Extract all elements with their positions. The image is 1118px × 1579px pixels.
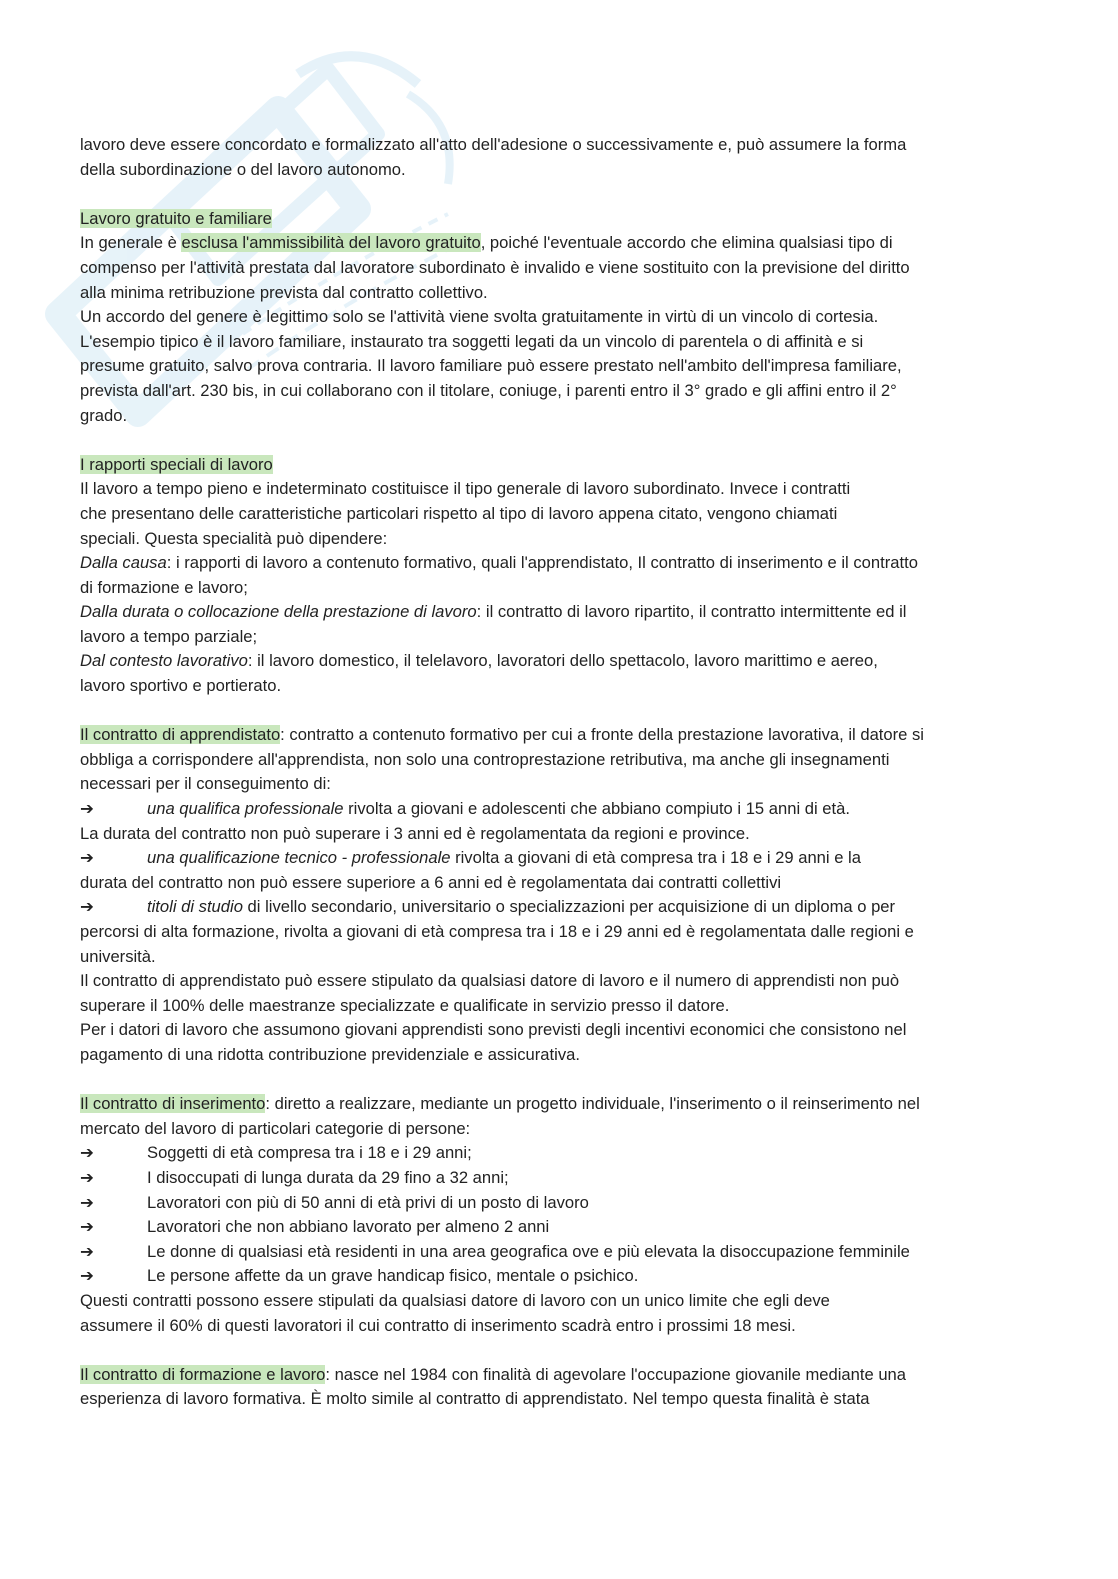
paragraph-line: Dalla causa: i rapporti di lavoro a contenuto formativo, quali l'apprendistato, Il contratto di inserimento e il contratto [80, 553, 918, 573]
arrow-bullet-icon: ➔ [80, 1266, 94, 1286]
bullet-item: ➔ una qualificazione tecnico - professionale rivolta a giovani di età compresa tra i 18 e i 29 anni e la [80, 846, 1040, 871]
heading-highlight: Il contratto di formazione e lavoro [80, 1364, 326, 1384]
section-heading-apprendistato: Il contratto di apprendistato: contratto a contenuto formativo per cui a fronte della prestazione lavorativa, il datore si [80, 725, 924, 745]
arrow-bullet-icon: ➔ [80, 848, 94, 868]
paragraph-line: In generale è esclusa l'ammissibilità del lavoro gratuito, poiché l'eventuale accordo che elimina qualsiasi tipo di [80, 233, 893, 253]
paragraph-line: Un accordo del genere è legittimo solo se l'attività viene svolta gratuitamente in virtù di un vincolo di cortesia. [80, 307, 879, 327]
bullet-item: ➔ Le donne di qualsiasi età residenti in una area geografica ove e più elevata la disoccupazione femminile [80, 1240, 1040, 1265]
arrow-bullet-icon: ➔ [80, 1167, 94, 1187]
paragraph-line: di formazione e lavoro; [80, 577, 248, 597]
bullet-item: ➔ Soggetti di età compresa tra i 18 e i 29 anni; [80, 1141, 1040, 1166]
paragraph-line: Dal contesto lavorativo: il lavoro domestico, il telelavoro, lavoratori dello spettacolo, lavoro marittimo e aereo, [80, 651, 878, 671]
paragraph-line: prevista dall'art. 230 bis, in cui collaborano con il titolare, coniuge, i parenti entro il 3° grado e gli affini entro il 2° [80, 380, 897, 400]
paragraph-line: mercato del lavoro di particolari categorie di persone: [80, 1118, 471, 1138]
bullet-item: ➔ Lavoratori con più di 50 anni di età privi di un posto di lavoro [80, 1191, 1040, 1216]
bullet-item: ➔ Le persone affette da un grave handicap fisico, mentale o psichico. [80, 1264, 1040, 1289]
arrow-bullet-icon: ➔ [80, 1241, 94, 1261]
arrow-bullet-icon: ➔ [80, 1217, 94, 1237]
heading-highlight: Il contratto di inserimento [80, 1094, 266, 1114]
bullet-item: ➔ Lavoratori che non abbiano lavorato per almeno 2 anni [80, 1215, 1040, 1240]
arrow-bullet-icon: ➔ [80, 1192, 94, 1212]
paragraph-line: lavoro sportivo e portierato. [80, 676, 282, 696]
paragraph-line: superare il 100% delle maestranze specializzate e qualificate in servizio presso il datore. [80, 995, 730, 1015]
paragraph-line: L'esempio tipico è il lavoro familiare, instaurato tra soggetti legati da un vincolo di parentela o di affinità e si [80, 331, 864, 351]
arrow-bullet-icon: ➔ [80, 897, 94, 917]
paragraph-line: Per i datori di lavoro che assumono giovani apprendisti sono previsti degli incentivi economici che consistono nel [80, 1020, 907, 1040]
paragraph-line: Dalla durata o collocazione della prestazione di lavoro: il contratto di lavoro ripartito, il contratto intermittente ed il [80, 602, 907, 622]
bullet-item: ➔ titoli di studio di livello secondario, universitario o specializzazioni per acquisizione di un diploma o per [80, 895, 1040, 920]
paragraph-line: lavoro a tempo parziale; [80, 626, 258, 646]
paragraph-line: esperienza di lavoro formativa. È molto simile al contratto di apprendistato. Nel tempo questa finalità è stata [80, 1389, 870, 1409]
paragraph-line: Questi contratti possono essere stipulati da qualsiasi datore di lavoro con un unico limite che egli deve [80, 1290, 830, 1310]
arrow-bullet-icon: ➔ [80, 1143, 94, 1163]
arrow-bullet-icon: ➔ [80, 799, 94, 819]
document-body [80, 133, 1040, 1412]
paragraph-line: percorsi di alta formazione, rivolta a giovani di età compresa tra i 18 e i 29 anni ed è regolamentata dalle regioni e [80, 922, 914, 941]
paragraph-line: necessari per il conseguimento di: [80, 774, 331, 794]
paragraph-line: pagamento di una ridotta contribuzione previdenziale e assicurativa. [80, 1044, 580, 1064]
paragraph-line: Il lavoro a tempo pieno e indeterminato costituisce il tipo generale di lavoro subordinato. Invece i contratti [80, 479, 851, 499]
bullet-item: ➔ una qualifica professionale rivolta a giovani e adolescenti che abbiano compiuto i 15 anni di età. [80, 797, 1040, 822]
section-heading-lavoro-gratuito [80, 207, 1040, 232]
italic-term: Dal contesto lavorativo [80, 651, 248, 671]
paragraph-line: Il contratto di apprendistato può essere stipulato da qualsiasi datore di lavoro e il numero di apprendisti non può [80, 971, 900, 991]
paragraph-line: durata del contratto non può essere superiore a 6 anni ed è regolamentata dai contratti collettivi [80, 872, 782, 892]
paragraph-line: alla minima retribuzione prevista dal contratto collettivo. [80, 282, 488, 302]
intro-line: lavoro deve essere concordato e formalizzato all'atto dell'adesione o successivamente e, può assumere la forma [80, 135, 907, 154]
paragraph-line: università. [80, 946, 156, 966]
paragraph-line: assumere il 60% di questi lavoratori il cui contratto di inserimento scadrà entro i prossimi 18 mesi. [80, 1315, 796, 1335]
intro-line: della subordinazione o del lavoro autonomo. [80, 159, 406, 179]
bullet-item: ➔ I disoccupati di lunga durata da 29 fino a 32 anni; [80, 1166, 1040, 1191]
italic-term: Dalla durata o collocazione della prestazione di lavoro [80, 602, 477, 622]
heading-highlight: Il contratto di apprendistato [80, 725, 281, 745]
paragraph-line: grado. [80, 405, 128, 425]
heading-highlight: I rapporti speciali di lavoro [80, 454, 273, 474]
inline-highlight: esclusa l'ammissibilità del lavoro gratuito [181, 233, 481, 253]
paragraph-line: La durata del contratto non può superare i 3 anni ed è regolamentata da regioni e province. [80, 823, 750, 843]
paragraph-line: speciali. Questa specialità può dipendere: [80, 528, 388, 548]
paragraph-line: obbliga a corrispondere all'apprendista, non solo una controprestazione retributiva, ma anche gli insegnamenti [80, 749, 890, 769]
section-heading-inserimento: Il contratto di inserimento: diretto a realizzare, mediante un progetto individuale, l'inserimento o il reinserimento nel [80, 1094, 920, 1114]
italic-term: Dalla causa [80, 553, 167, 573]
paragraph-line: compenso per l'attività prestata dal lavoratore subordinato è invalido e viene sostituito con la previsione del diritto [80, 257, 910, 277]
paragraph-line: presume gratuito, salvo prova contraria. Il lavoro familiare può essere prestato nell'ambito dell'impresa familiare, [80, 356, 902, 376]
heading-highlight: Lavoro gratuito e familiare [80, 208, 272, 228]
section-heading-formazione-lavoro: Il contratto di formazione e lavoro: nasce nel 1984 con finalità di agevolare l'occupazione giovanile mediante una [80, 1364, 907, 1384]
section-heading-rapporti-speciali [80, 453, 1040, 478]
paragraph-line: che presentano delle caratteristiche particolari rispetto al tipo di lavoro appena citato, vengono chiamati [80, 503, 838, 523]
